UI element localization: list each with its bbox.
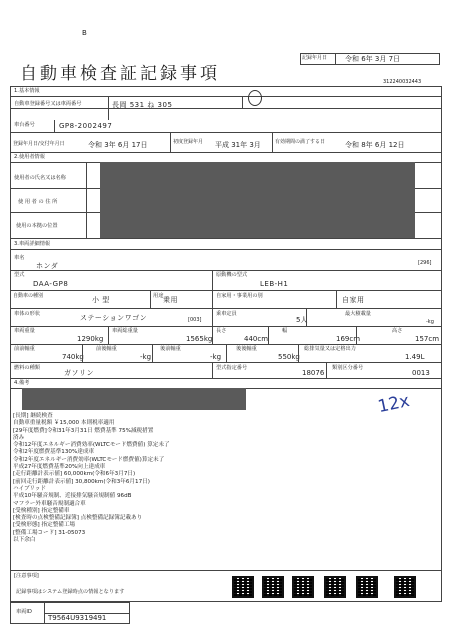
kind: 小 型 (92, 296, 110, 304)
section2-heading: 2.使用者情報 (14, 154, 45, 160)
reg-date: 令和 3年 6月 17日 (88, 141, 148, 149)
section3-heading: 3.車両詳細情報 (14, 241, 51, 247)
type-no-label: 型式指定番号 (216, 365, 248, 371)
reg-value: 長岡 531 ね 305 (112, 101, 173, 109)
private: 自家用 (342, 296, 365, 304)
weight-label: 車両重量 (14, 328, 35, 334)
record-date-label: 記録年月日 (302, 55, 328, 61)
rear-front: -kg (210, 353, 222, 361)
first-reg-label: 初度登録年月 (173, 139, 204, 145)
front-axle: 740kg (62, 353, 84, 361)
user-name-label: 使用者の氏名又は名称 (14, 175, 66, 181)
gross: 1565kg (186, 335, 213, 343)
engine-label: 原動機の型式 (216, 272, 248, 278)
doc-number: 312240032443 (383, 79, 422, 85)
notes-text: 記録事項はシステム登録時点の情報となります (16, 589, 125, 595)
max-load-label: 最大積載量 (345, 311, 371, 317)
capacity-label: 乗車定員 (216, 311, 237, 317)
chassis-label: 車台番号 (14, 122, 35, 128)
section4-heading: 4.備考 (14, 380, 30, 386)
handwritten-circle (248, 90, 262, 106)
width: 169cm (336, 335, 361, 343)
expiry-label: 有効期間の満了する日 (275, 139, 326, 145)
front-rear: -kg (140, 353, 152, 361)
fuel: ガソリン (64, 369, 94, 377)
private-label: 自家用・事業用の別 (216, 293, 263, 299)
record-date: 令和 6年 3月 7日 (345, 55, 401, 63)
section1-heading: 1.基本情報 (14, 88, 40, 94)
maker-code: [296] (418, 260, 432, 266)
rear-front-label: 後前軸重 (160, 346, 181, 352)
qr-code-3 (292, 576, 314, 598)
qr-code-4 (324, 576, 346, 598)
front-axle-label: 前前軸重 (14, 346, 35, 352)
qr-code-6 (394, 576, 416, 598)
b-mark: B (82, 29, 87, 37)
displacement-label: 総排気量又は定格出力 (304, 346, 356, 352)
redacted-remarks (22, 388, 246, 410)
length-label: 長さ (216, 328, 227, 334)
maker: ホンダ (36, 262, 59, 270)
front-rear-label: 前後軸重 (96, 346, 117, 352)
max-load: -kg (426, 319, 434, 325)
expiry: 令和 8年 6月 12日 (345, 141, 405, 149)
height: 157cm (415, 335, 440, 343)
model: DAA-GP8 (33, 280, 69, 288)
model-label: 型式 (14, 272, 25, 278)
rear-axle: 550kg (278, 353, 300, 361)
chassis-value: GP8-2002497 (59, 122, 113, 130)
qr-code-1 (232, 576, 254, 598)
rear-axle-label: 後後軸重 (236, 346, 257, 352)
first-reg: 平成 31年 3月 (215, 141, 261, 149)
fuel-label: 燃料の種類 (14, 365, 40, 371)
use: 乗用 (163, 296, 178, 304)
class-no-label: 類別区分番号 (332, 365, 364, 371)
body-label: 車体の形状 (14, 311, 40, 317)
width-label: 幅 (282, 328, 288, 334)
qr-code-2 (262, 576, 284, 598)
engine: LEB-H1 (260, 280, 289, 288)
base-location-label: 使用の本拠の位置 (16, 223, 58, 229)
capacity: 5人 (296, 316, 308, 324)
maker-label: 車名 (14, 255, 25, 261)
height-label: 高さ (392, 328, 403, 334)
notes-label: [注意事項] (14, 573, 39, 579)
reg-label: 自動車登録番号又は車両番号 (14, 101, 82, 107)
document-title: 自動車検査証記録事項 (20, 64, 220, 84)
user-address-label: 使 用 者 の 住 所 (18, 199, 58, 205)
redacted-user-info (100, 162, 415, 238)
type-no: 18076 (302, 369, 325, 377)
kind-label: 自動車の種別 (13, 293, 44, 299)
length: 440cm (244, 335, 269, 343)
qr-code-5 (356, 576, 378, 598)
reg-date-label: 登録年月日/交付年月日 (13, 141, 65, 147)
weight: 1290kg (77, 335, 104, 343)
class-no: 0013 (412, 369, 430, 377)
displacement: 1.49L (405, 353, 425, 361)
body: ステーションワゴン (80, 314, 148, 322)
car-id: T9564U9319491 (48, 614, 107, 622)
body-code: [003] (188, 317, 202, 323)
handwritten-note: 12x (376, 390, 412, 418)
car-id-label: 車両ID (16, 609, 32, 615)
gross-label: 車両総重量 (112, 328, 138, 334)
remarks-text: [長期] 継続検査 自動車重量税額 ￥15,000 本則税率適用 [29年度燃費]令和31年3月31日 燃費基準 75%減税措置 済み 令和12年度エネルギー消費効率(WLTCモード燃費値) 算定未了 令和2年度燃費基準130%達成車 令和2年度エネルギー消費効率(WLTCモード燃費値)算定未了 平成27年度燃費基準20%向上達成車 [走行距離計表示値] 60,000km(令和6年3月7日) [前回走行距離計表示値] 30,800km(令和3年6月17日) ハイブリッド 平成10年騒音規制、近接排気騒音規制値 96dB マフラー外車騒音規制適合車 [受検種別] 指定整備車 [検査時の点検整備記録簿] 点検整備記録簿記載あり [受検形態] 指定整備工場 [整備工場コード] 31-05073 以下余白 (13, 413, 170, 544)
use-label: 用途 (153, 293, 164, 299)
